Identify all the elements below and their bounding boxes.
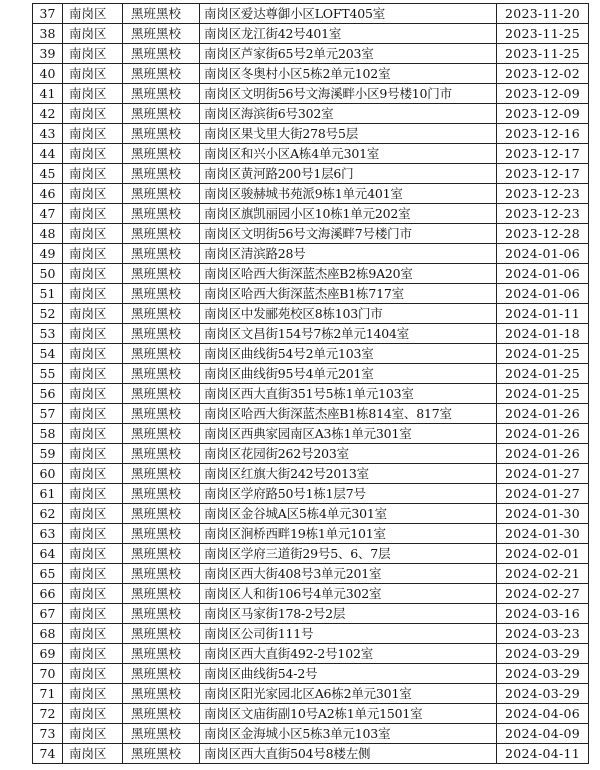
district-cell: 南岗区 <box>63 364 123 384</box>
type-cell: 黑班黑校 <box>123 204 200 224</box>
type-cell: 黑班黑校 <box>123 44 200 64</box>
district-cell: 南岗区 <box>63 144 123 164</box>
type-cell: 黑班黑校 <box>123 564 200 584</box>
address-cell: 南岗区旗凯丽园小区10栋1单元202室 <box>200 204 497 224</box>
district-cell: 南岗区 <box>63 64 123 84</box>
date-cell: 2024-01-25 <box>497 364 589 384</box>
row-number: 68 <box>33 624 63 644</box>
type-cell: 黑班黑校 <box>123 224 200 244</box>
row-number: 40 <box>33 64 63 84</box>
address-cell: 南岗区芦家街65号2单元203室 <box>200 44 497 64</box>
address-cell: 南岗区金海城小区5栋3单元103室 <box>200 724 497 744</box>
address-cell: 南岗区果戈里大街278号5层 <box>200 124 497 144</box>
row-number: 57 <box>33 404 63 424</box>
address-cell: 南岗区黄河路200号1层6门 <box>200 164 497 184</box>
row-number: 59 <box>33 444 63 464</box>
row-number: 41 <box>33 84 63 104</box>
table-row <box>33 464 589 484</box>
table-row <box>33 564 589 584</box>
row-number: 51 <box>33 284 63 304</box>
district-cell: 南岗区 <box>63 704 123 724</box>
district-cell: 南岗区 <box>63 104 123 124</box>
table-row <box>33 304 589 324</box>
table-row <box>33 44 589 64</box>
district-cell: 南岗区 <box>63 604 123 624</box>
district-cell: 南岗区 <box>63 264 123 284</box>
address-cell: 南岗区文明街56号文海溪畔小区9号楼10门市 <box>200 84 497 104</box>
date-cell: 2023-11-25 <box>497 24 589 44</box>
date-cell: 2023-12-23 <box>497 184 589 204</box>
type-cell: 黑班黑校 <box>123 264 200 284</box>
table-row <box>33 664 589 684</box>
table-row <box>33 164 589 184</box>
table-row <box>33 204 589 224</box>
address-cell: 南岗区西大街408号3单元201室 <box>200 564 497 584</box>
district-cell: 南岗区 <box>63 464 123 484</box>
date-cell: 2024-01-06 <box>497 284 589 304</box>
row-number: 54 <box>33 344 63 364</box>
row-number: 63 <box>33 524 63 544</box>
row-number: 37 <box>33 4 63 24</box>
date-cell: 2023-11-25 <box>497 44 589 64</box>
table-row <box>33 724 589 744</box>
date-cell: 2023-12-23 <box>497 204 589 224</box>
row-number: 43 <box>33 124 63 144</box>
address-cell: 南岗区涧桥西畔19栋1单元101室 <box>200 524 497 544</box>
type-cell: 黑班黑校 <box>123 724 200 744</box>
type-cell: 黑班黑校 <box>123 244 200 264</box>
row-number: 61 <box>33 484 63 504</box>
type-cell: 黑班黑校 <box>123 124 200 144</box>
district-cell: 南岗区 <box>63 744 123 764</box>
date-cell: 2024-01-11 <box>497 304 589 324</box>
date-cell: 2024-01-27 <box>497 484 589 504</box>
address-cell: 南岗区清滨路28号 <box>200 244 497 264</box>
date-cell: 2024-01-26 <box>497 424 589 444</box>
date-cell: 2024-01-27 <box>497 464 589 484</box>
address-cell: 南岗区红旗大街242号2013室 <box>200 464 497 484</box>
table-row <box>33 184 589 204</box>
date-cell: 2024-02-01 <box>497 544 589 564</box>
district-cell: 南岗区 <box>63 184 123 204</box>
address-cell: 南岗区西大直街504号8楼左侧 <box>200 744 497 764</box>
table-row <box>33 584 589 604</box>
district-cell: 南岗区 <box>63 224 123 244</box>
date-cell: 2024-01-30 <box>497 504 589 524</box>
row-number: 67 <box>33 604 63 624</box>
row-number: 46 <box>33 184 63 204</box>
address-cell: 南岗区海滨街6号302室 <box>200 104 497 124</box>
district-cell: 南岗区 <box>63 724 123 744</box>
table-row <box>33 264 589 284</box>
address-cell: 南岗区学府三道街29号5、6、7层 <box>200 544 497 564</box>
district-cell: 南岗区 <box>63 424 123 444</box>
district-cell: 南岗区 <box>63 444 123 464</box>
district-cell: 南岗区 <box>63 644 123 664</box>
district-cell: 南岗区 <box>63 124 123 144</box>
address-cell: 南岗区和兴小区A栋4单元301室 <box>200 144 497 164</box>
address-cell: 南岗区冬奥村小区5栋2单元102室 <box>200 64 497 84</box>
district-cell: 南岗区 <box>63 164 123 184</box>
date-cell: 2023-12-28 <box>497 224 589 244</box>
address-cell: 南岗区马家街178-2号2层 <box>200 604 497 624</box>
date-cell: 2024-01-26 <box>497 444 589 464</box>
address-cell: 南岗区公司街111号 <box>200 624 497 644</box>
table-row <box>33 84 589 104</box>
type-cell: 黑班黑校 <box>123 24 200 44</box>
address-cell: 南岗区阳光家园北区A6栋2单元301室 <box>200 684 497 704</box>
table-row <box>33 144 589 164</box>
row-number: 42 <box>33 104 63 124</box>
date-cell: 2023-12-09 <box>497 84 589 104</box>
type-cell: 黑班黑校 <box>123 284 200 304</box>
district-cell: 南岗区 <box>63 344 123 364</box>
district-cell: 南岗区 <box>63 684 123 704</box>
table-row <box>33 224 589 244</box>
row-number: 52 <box>33 304 63 324</box>
table-row <box>33 544 589 564</box>
table-row <box>33 604 589 624</box>
type-cell: 黑班黑校 <box>123 464 200 484</box>
date-cell: 2024-04-09 <box>497 724 589 744</box>
row-number: 69 <box>33 644 63 664</box>
type-cell: 黑班黑校 <box>123 704 200 724</box>
district-cell: 南岗区 <box>63 524 123 544</box>
address-cell: 南岗区曲线街54号2单元103室 <box>200 344 497 364</box>
row-number: 39 <box>33 44 63 64</box>
row-number: 49 <box>33 244 63 264</box>
type-cell: 黑班黑校 <box>123 584 200 604</box>
district-cell: 南岗区 <box>63 504 123 524</box>
row-number: 65 <box>33 564 63 584</box>
type-cell: 黑班黑校 <box>123 424 200 444</box>
records-table <box>32 3 589 764</box>
type-cell: 黑班黑校 <box>123 444 200 464</box>
document-page <box>32 3 588 764</box>
type-cell: 黑班黑校 <box>123 624 200 644</box>
records-table-body <box>33 4 589 764</box>
date-cell: 2023-12-09 <box>497 104 589 124</box>
row-number: 74 <box>33 744 63 764</box>
row-number: 73 <box>33 724 63 744</box>
row-number: 62 <box>33 504 63 524</box>
date-cell: 2024-02-21 <box>497 564 589 584</box>
table-row <box>33 444 589 464</box>
table-row <box>33 364 589 384</box>
type-cell: 黑班黑校 <box>123 604 200 624</box>
table-row <box>33 704 589 724</box>
date-cell: 2024-01-06 <box>497 264 589 284</box>
date-cell: 2024-03-23 <box>497 624 589 644</box>
row-number: 50 <box>33 264 63 284</box>
type-cell: 黑班黑校 <box>123 144 200 164</box>
row-number: 47 <box>33 204 63 224</box>
table-row <box>33 744 589 764</box>
table-row <box>33 624 589 644</box>
address-cell: 南岗区中发郦苑校区8栋103门市 <box>200 304 497 324</box>
row-number: 53 <box>33 324 63 344</box>
district-cell: 南岗区 <box>63 584 123 604</box>
district-cell: 南岗区 <box>63 284 123 304</box>
district-cell: 南岗区 <box>63 24 123 44</box>
row-number: 60 <box>33 464 63 484</box>
type-cell: 黑班黑校 <box>123 84 200 104</box>
row-number: 72 <box>33 704 63 724</box>
row-number: 71 <box>33 684 63 704</box>
row-number: 58 <box>33 424 63 444</box>
date-cell: 2024-03-16 <box>497 604 589 624</box>
table-row <box>33 344 589 364</box>
table-row <box>33 644 589 664</box>
type-cell: 黑班黑校 <box>123 744 200 764</box>
address-cell: 南岗区哈西大街深蓝杰座B2栋9A20室 <box>200 264 497 284</box>
district-cell: 南岗区 <box>63 564 123 584</box>
address-cell: 南岗区爱达尊御小区LOFT405室 <box>200 4 497 24</box>
row-number: 45 <box>33 164 63 184</box>
row-number: 66 <box>33 584 63 604</box>
address-cell: 南岗区西大直街492-2号102室 <box>200 644 497 664</box>
type-cell: 黑班黑校 <box>123 384 200 404</box>
row-number: 55 <box>33 364 63 384</box>
address-cell: 南岗区曲线街95号4单元201室 <box>200 364 497 384</box>
address-cell: 南岗区人和街106号4单元302室 <box>200 584 497 604</box>
table-row <box>33 284 589 304</box>
type-cell: 黑班黑校 <box>123 324 200 344</box>
table-row <box>33 484 589 504</box>
table-row <box>33 684 589 704</box>
date-cell: 2024-04-06 <box>497 704 589 724</box>
date-cell: 2023-12-02 <box>497 64 589 84</box>
type-cell: 黑班黑校 <box>123 504 200 524</box>
type-cell: 黑班黑校 <box>123 164 200 184</box>
row-number: 48 <box>33 224 63 244</box>
row-number: 44 <box>33 144 63 164</box>
type-cell: 黑班黑校 <box>123 684 200 704</box>
address-cell: 南岗区哈西大街深蓝杰座B1栋814室、817室 <box>200 404 497 424</box>
district-cell: 南岗区 <box>63 44 123 64</box>
table-row <box>33 324 589 344</box>
table-row <box>33 104 589 124</box>
address-cell: 南岗区曲线街54-2号 <box>200 664 497 684</box>
type-cell: 黑班黑校 <box>123 524 200 544</box>
address-cell: 南岗区骏赫城书苑派9栋1单元401室 <box>200 184 497 204</box>
address-cell: 南岗区花园街262号203室 <box>200 444 497 464</box>
district-cell: 南岗区 <box>63 404 123 424</box>
table-row <box>33 64 589 84</box>
address-cell: 南岗区西典家园南区A3栋1单元301室 <box>200 424 497 444</box>
date-cell: 2024-01-26 <box>497 404 589 424</box>
type-cell: 黑班黑校 <box>123 484 200 504</box>
district-cell: 南岗区 <box>63 4 123 24</box>
date-cell: 2023-12-16 <box>497 124 589 144</box>
district-cell: 南岗区 <box>63 624 123 644</box>
table-row <box>33 424 589 444</box>
address-cell: 南岗区学府路50号1栋1层7号 <box>200 484 497 504</box>
district-cell: 南岗区 <box>63 484 123 504</box>
type-cell: 黑班黑校 <box>123 184 200 204</box>
type-cell: 黑班黑校 <box>123 404 200 424</box>
date-cell: 2024-03-29 <box>497 644 589 664</box>
type-cell: 黑班黑校 <box>123 304 200 324</box>
table-row <box>33 124 589 144</box>
table-row <box>33 404 589 424</box>
row-number: 38 <box>33 24 63 44</box>
address-cell: 南岗区文昌街154号7栋2单元1404室 <box>200 324 497 344</box>
district-cell: 南岗区 <box>63 324 123 344</box>
table-row <box>33 24 589 44</box>
table-row <box>33 384 589 404</box>
type-cell: 黑班黑校 <box>123 64 200 84</box>
date-cell: 2023-12-17 <box>497 144 589 164</box>
address-cell: 南岗区龙江街42号401室 <box>200 24 497 44</box>
district-cell: 南岗区 <box>63 204 123 224</box>
table-row <box>33 504 589 524</box>
district-cell: 南岗区 <box>63 664 123 684</box>
date-cell: 2024-02-27 <box>497 584 589 604</box>
date-cell: 2024-01-30 <box>497 524 589 544</box>
table-row <box>33 4 589 24</box>
type-cell: 黑班黑校 <box>123 664 200 684</box>
table-row <box>33 524 589 544</box>
date-cell: 2024-03-29 <box>497 664 589 684</box>
address-cell: 南岗区金谷城A区5栋4单元301室 <box>200 504 497 524</box>
district-cell: 南岗区 <box>63 84 123 104</box>
date-cell: 2024-03-29 <box>497 684 589 704</box>
row-number: 56 <box>33 384 63 404</box>
date-cell: 2024-01-25 <box>497 344 589 364</box>
date-cell: 2024-01-25 <box>497 384 589 404</box>
date-cell: 2024-04-11 <box>497 744 589 764</box>
address-cell: 南岗区文明街56号文海溪畔7号楼门市 <box>200 224 497 244</box>
type-cell: 黑班黑校 <box>123 544 200 564</box>
address-cell: 南岗区哈西大街深蓝杰座B1栋717室 <box>200 284 497 304</box>
row-number: 64 <box>33 544 63 564</box>
address-cell: 南岗区文庙街副10号A2栋1单元1501室 <box>200 704 497 724</box>
type-cell: 黑班黑校 <box>123 4 200 24</box>
district-cell: 南岗区 <box>63 384 123 404</box>
date-cell: 2023-11-20 <box>497 4 589 24</box>
date-cell: 2024-01-06 <box>497 244 589 264</box>
district-cell: 南岗区 <box>63 304 123 324</box>
type-cell: 黑班黑校 <box>123 344 200 364</box>
type-cell: 黑班黑校 <box>123 104 200 124</box>
date-cell: 2023-12-17 <box>497 164 589 184</box>
type-cell: 黑班黑校 <box>123 644 200 664</box>
date-cell: 2024-01-18 <box>497 324 589 344</box>
district-cell: 南岗区 <box>63 544 123 564</box>
district-cell: 南岗区 <box>63 244 123 264</box>
type-cell: 黑班黑校 <box>123 364 200 384</box>
row-number: 70 <box>33 664 63 684</box>
address-cell: 南岗区西大直街351号5栋1单元103室 <box>200 384 497 404</box>
table-row <box>33 244 589 264</box>
